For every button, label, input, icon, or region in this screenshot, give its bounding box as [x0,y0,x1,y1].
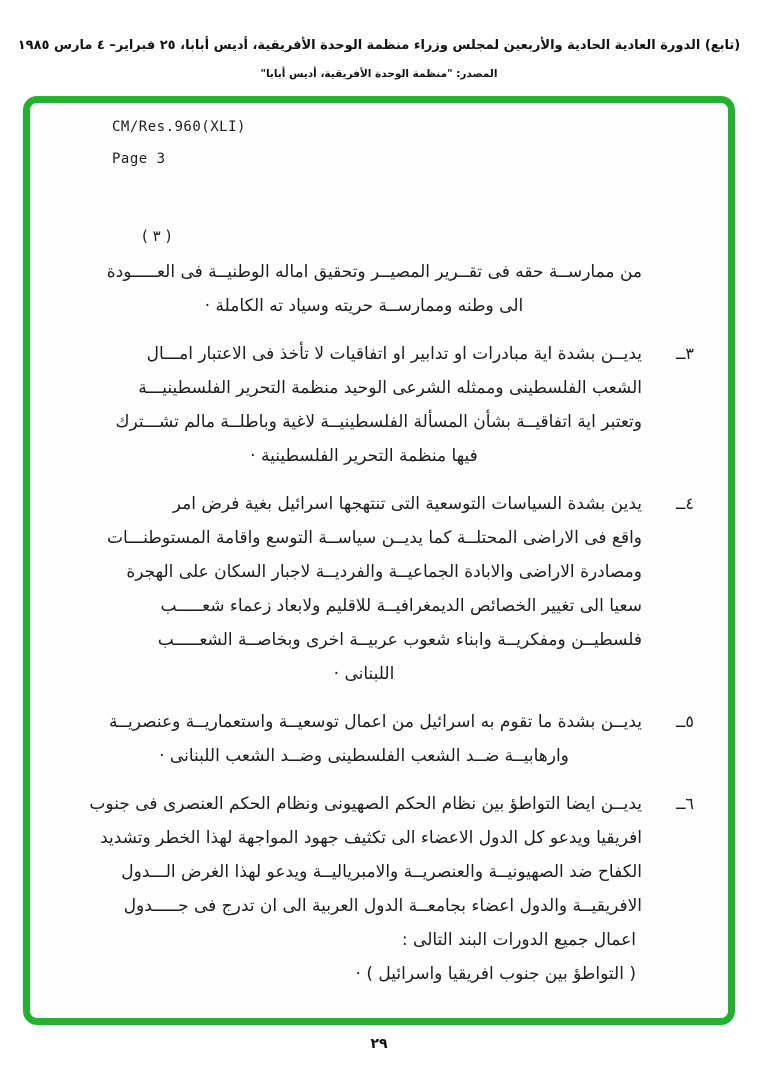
paragraph-line: يديــن بشدة اية مبادرات او تدابير او اتفاقيات لا تأخذ فى الاعتبار امـــال [146,344,642,364]
document-reference: CM/Res.960(XLI) [112,119,246,135]
page-number-footer: ٢٩ [370,1036,388,1052]
paragraph-number: ٥ــ [676,712,694,731]
paragraph-continuation [86,255,694,323]
paragraph-line: من ممارســة حقه فى تقــرير المصيــر وتحقيق اماله الوطنيــة فى العـــــودة [106,262,642,282]
paragraph-body [86,705,642,773]
header-session-line: (تابع) الدورة العادية الحادية والأربعين لمجلس وزراء منظمة الوحدة الأفريقية، أديس أبابا، ٢٥ فبراير– ٤ مارس ١٩٨٥ [17,38,741,53]
paragraph-line: وارهابيــة ضــد الشعب الفلسطينى وضــد الشعب اللبنانى · [159,746,569,766]
paragraph-line: فلسطيــن ومفكريــة وابناء شعوب عربيــة اخرى وبخاصــة الشعـــــب [157,630,642,650]
green-highlight-frame [23,96,735,1025]
header-source-line: المصدر: "منظمة الوحدة الأفريقية، أديس أبابا" [260,68,498,80]
paragraph-body [86,255,642,323]
paragraph-line: الى وطنه وممارســة حريته وسياد ته الكاملة · [204,296,524,316]
paragraph-line: واقع فى الاراضى المحتلــة كما يديــن سياســة التوسع واقامة المستوطنـــات [107,528,642,548]
paragraph-number: ٣ــ [676,344,694,363]
paragraph-item-5 [86,705,694,773]
paragraph-line: الافريقيــة والدول اعضاء بجامعــة الدول العربية الى ان تدرج فى جـــــدول [123,896,642,916]
paragraph-line: يديــن ايضا التواطؤ بين نظام الحكم الصهيونى ونظام الحكم العنصرى فى جنوب [89,794,642,814]
paragraph-line: الشعب الفلسطينى وممثله الشرعى الوحيد منظمة التحرير الفلسطينيـــة [138,378,642,398]
paragraph-line: افريقيا ويدعو كل الدول الاعضاء الى تكثيف جهود المواجهة لهذا الخطر وتشديد [100,828,642,848]
paragraph-body [86,337,642,473]
paragraph-number [652,255,694,323]
paragraph-list [86,255,694,991]
document-scan-area [30,103,728,1018]
paragraph-number: ٦ــ [676,794,694,813]
paragraph-item-3 [86,337,694,473]
paragraph-line: سعيا الى تغيير الخصائص الديمغرافيــة للاقليم ولابعاد زعماء شعـــــب [160,596,642,616]
paragraph-line: اللبنانى · [333,664,395,684]
paragraph-item-6 [86,787,694,991]
paragraph-item-4 [86,487,694,691]
paragraph-line: يدين بشدة السياسات التوسعية التى تنتهجها اسرائيل بغية فرض امر [172,494,642,514]
paragraph-line: وتعتبر اية اتفاقيــة بشأن المسألة الفلسطينيــة لاغية وباطلــة مالم تشـــترك [115,412,642,432]
section-number: ( ٣ ) [142,227,172,245]
paragraph-line: الكفاح ضد الصهيونيــة والعنصريــة والامبرياليــة ويدعو لهذا الغرض الـــدول [121,862,642,882]
paragraph-line: يديــن بشدة ما تقوم به اسرائيل من اعمال توسعيــة واستعماريــة وعنصريــة [108,712,642,732]
paragraph-body [86,787,642,991]
document-page-label: Page 3 [112,151,166,167]
paragraph-line: فيها منظمة التحرير الفلسطينية · [250,446,478,466]
paragraph-line: ومصادرة الاراضى والابادة الجماعيــة والفرديــة لاجبار السكان على الهجرة [126,562,642,582]
paragraph-number: ٤ــ [676,494,694,513]
paragraph-line: ( التواطؤ بين جنوب افريقيا واسرائيل ) · [355,964,636,984]
paragraph-line: اعمال جميع الدورات البند التالى : [401,930,636,950]
paragraph-body [86,487,642,691]
